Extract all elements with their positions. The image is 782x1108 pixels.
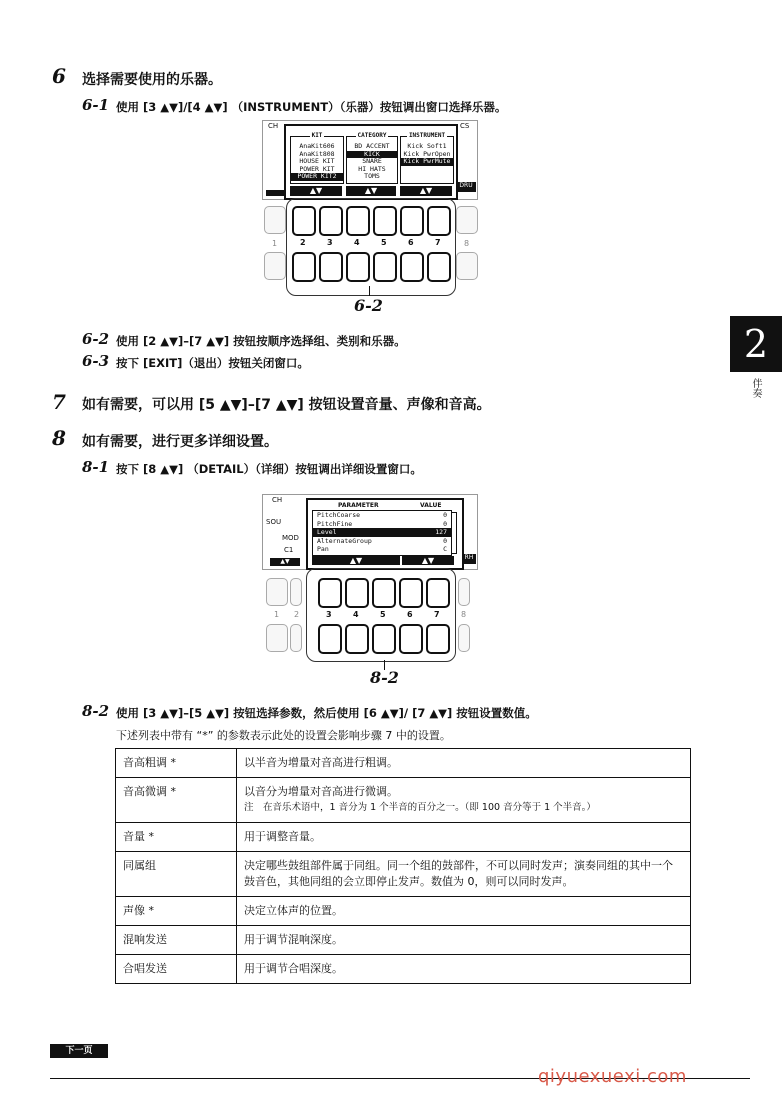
table-cell-param: 声像 * xyxy=(116,897,237,926)
button-6-up[interactable] xyxy=(400,206,424,236)
arrow-bar-param: ▲▼ xyxy=(312,556,400,565)
instrument-item[interactable]: Kick PwrOpen xyxy=(403,149,451,158)
button-8-number: 8 xyxy=(464,239,470,248)
table-cell-desc: 用于调节合唱深度。 xyxy=(237,955,691,984)
table-cell-desc: 以音分为增量对音高进行微调。 xyxy=(244,785,398,798)
button-number: 2 xyxy=(300,238,306,247)
step-6-text: 选择需要使用的乐器。 xyxy=(82,72,222,88)
button-3-up[interactable] xyxy=(318,578,342,608)
table-row xyxy=(116,823,691,852)
button-number: 5 xyxy=(381,238,387,247)
table-row xyxy=(116,926,691,955)
table-row xyxy=(116,778,691,823)
screen-cs-label: CS xyxy=(460,122,470,130)
category-column xyxy=(346,132,398,184)
step-8-number: 8 xyxy=(52,426,66,450)
param-row[interactable]: Pan C xyxy=(317,545,447,553)
table-cell-param: 音高粗调 * xyxy=(116,749,237,778)
arrow-bar-instrument: ▲▼ xyxy=(400,186,452,196)
step-7-number: 7 xyxy=(52,390,66,414)
button-number: 7 xyxy=(435,238,441,247)
button-1-up-ghost xyxy=(266,578,288,606)
button-8-down-ghost xyxy=(458,624,470,652)
screen-dru-label: DRU xyxy=(456,182,476,192)
param-list xyxy=(312,510,452,556)
scrollbar[interactable] xyxy=(451,512,457,554)
screen-left-bar xyxy=(266,190,286,196)
button-4-up[interactable] xyxy=(346,206,370,236)
arrow-bar-value: ▲▼ xyxy=(402,556,454,565)
button-3-down[interactable] xyxy=(318,624,342,654)
category-item[interactable]: HI HATS xyxy=(358,164,386,173)
button-7-down[interactable] xyxy=(426,624,450,654)
param-row[interactable]: PitchCoarse 0 xyxy=(317,511,447,519)
button-5-down[interactable] xyxy=(373,252,397,282)
category-item[interactable]: BD ACCENT xyxy=(354,142,390,150)
button-number: 7 xyxy=(434,610,440,619)
category-header: CATEGORY xyxy=(357,132,387,139)
param-row[interactable]: PitchFine 0 xyxy=(317,519,447,528)
table-cell-desc: 决定立体声的位置。 xyxy=(237,897,691,926)
kit-item[interactable]: HOUSE KIT xyxy=(299,157,335,165)
screen-sou-label: SOU xyxy=(266,518,282,526)
step-6-2-text: 使用 [2 ▲▼]–[7 ▲▼] 按钮按顺序选择组、类别和乐器。 xyxy=(116,334,406,348)
chapter-tab: 2 xyxy=(730,316,782,372)
kit-header: KIT xyxy=(311,132,323,139)
button-2-down[interactable] xyxy=(292,252,316,282)
list-note: 下述列表中带有 “*” 的参数表示此处的设置会影响步骤 7 中的设置。 xyxy=(116,729,451,742)
category-item[interactable]: SNARE xyxy=(362,157,382,165)
chapter-label: 伴奏 xyxy=(750,378,761,398)
figure-2-label: 8-2 xyxy=(370,668,399,687)
kit-column xyxy=(290,132,344,184)
table-cell-param: 音高微调 * xyxy=(116,778,237,823)
button-8-down-ghost xyxy=(456,252,478,280)
table-cell-param: 音量 * xyxy=(116,823,237,852)
table-row xyxy=(116,897,691,926)
table-row xyxy=(116,749,691,778)
instrument-header: INSTRUMENT xyxy=(408,132,446,139)
button-6-down[interactable] xyxy=(400,252,424,282)
instrument-column xyxy=(400,132,454,184)
step-8-text: 如有需要，进行更多详细设置。 xyxy=(82,434,278,450)
step-6-2-number: 6-2 xyxy=(82,330,110,348)
instrument-item[interactable]: Kick Soft1 xyxy=(407,142,447,150)
button-4-down[interactable] xyxy=(346,252,370,282)
button-3-down[interactable] xyxy=(319,252,343,282)
kit-item[interactable]: AnaKit606 xyxy=(299,142,335,150)
step-8-2-number: 8-2 xyxy=(82,702,110,720)
arrow-bar-kit: ▲▼ xyxy=(290,186,342,196)
table-cell-param: 合唱发送 xyxy=(116,955,237,984)
table-cell-desc: 以半音为增量对音高进行粗调。 xyxy=(237,749,691,778)
step-7-text: 如有需要，可以用 [5 ▲▼]–[7 ▲▼] 按钮设置音量、声像和音高。 xyxy=(82,397,491,413)
table-row xyxy=(116,955,691,984)
step-6-1-number: 6-1 xyxy=(82,96,110,114)
button-number: 4 xyxy=(354,238,360,247)
instrument-popup xyxy=(284,124,458,200)
kit-item[interactable]: AnaKit808 xyxy=(299,149,335,158)
button-1-number: 1 xyxy=(274,610,280,619)
button-number: 3 xyxy=(327,238,333,247)
button-1-down-ghost xyxy=(266,624,288,652)
next-page-label: 下一页 xyxy=(50,1044,108,1058)
step-6-1-text: 使用 [3 ▲▼]/[4 ▲▼] （INSTRUMENT）（乐器）按钮调出窗口选择乐器。 xyxy=(116,100,507,114)
button-8-up-ghost xyxy=(456,206,478,234)
kit-item-selected[interactable]: POWER KIT2 xyxy=(291,173,343,181)
parameter-table xyxy=(115,748,691,984)
figure-1-label: 6-2 xyxy=(354,296,383,315)
button-1-down-ghost xyxy=(264,252,286,280)
value-header: VALUE xyxy=(420,502,442,509)
table-row xyxy=(116,852,691,897)
screen-ch1-label: C1 xyxy=(284,546,294,554)
button-6-up[interactable] xyxy=(399,578,423,608)
screen-mode-label: MOD xyxy=(282,534,299,542)
button-2-number: 2 xyxy=(294,610,300,619)
param-row-selected[interactable]: Level 127 xyxy=(313,528,451,537)
step-6-number: 6 xyxy=(52,64,66,88)
button-1-up-ghost xyxy=(264,206,286,234)
button-number: 5 xyxy=(380,610,386,619)
param-header: PARAMETER xyxy=(338,502,379,509)
button-7-down[interactable] xyxy=(427,252,451,282)
detail-popup xyxy=(306,498,464,570)
button-2-down-ghost xyxy=(290,624,302,652)
table-cell-desc: 用于调整音量。 xyxy=(237,823,691,852)
button-4-up[interactable] xyxy=(345,578,369,608)
screen-left-arrow: ▲▼ xyxy=(270,558,300,566)
button-4-down[interactable] xyxy=(345,624,369,654)
category-item-selected[interactable]: KICK xyxy=(347,151,397,159)
instrument-item-selected[interactable]: Kick PwrMute xyxy=(401,158,453,166)
step-6-3-number: 6-3 xyxy=(82,352,110,370)
button-5-up[interactable] xyxy=(373,206,397,236)
category-item[interactable]: TOMS xyxy=(364,172,380,180)
button-8-up-ghost xyxy=(458,578,470,606)
button-7-up[interactable] xyxy=(426,578,450,608)
step-8-1-number: 8-1 xyxy=(82,458,110,476)
button-number: 6 xyxy=(407,610,413,619)
button-5-down[interactable] xyxy=(372,624,396,654)
button-number: 4 xyxy=(353,610,359,619)
button-1-number: 1 xyxy=(272,239,278,248)
button-2-up-ghost xyxy=(290,578,302,606)
button-3-up[interactable] xyxy=(319,206,343,236)
step-8-1-text: 按下 [8 ▲▼] （DETAIL）（详细）按钮调出详细设置窗口。 xyxy=(116,462,422,476)
screen-ch-label: CH xyxy=(272,496,283,504)
button-8-number: 8 xyxy=(461,610,467,619)
table-cell-desc: 用于调节混响深度。 xyxy=(237,926,691,955)
figure-detail-window xyxy=(262,494,478,690)
param-row[interactable]: AlternateGroup 0 xyxy=(317,536,447,545)
button-number: 3 xyxy=(326,610,332,619)
button-7-up[interactable] xyxy=(427,206,451,236)
screen-rh-label: RH xyxy=(462,554,476,564)
button-2-up[interactable] xyxy=(292,206,316,236)
site-watermark: qiyuexuexi.com xyxy=(538,1066,687,1087)
kit-item[interactable]: POWER KIT xyxy=(299,164,335,173)
button-6-down[interactable] xyxy=(399,624,423,654)
screen-ch-label: CH xyxy=(268,122,279,130)
table-cell-param: 同属组 xyxy=(116,852,237,897)
table-cell-param: 混响发送 xyxy=(116,926,237,955)
table-cell-desc: 决定哪些鼓组部件属于同组。同一个组的鼓部件，不可以同时发声；演奏同组的其中一个鼓音色，其他同组的会立即停止发声。数值为 0，则可以同时发声。 xyxy=(237,852,691,897)
button-number: 6 xyxy=(408,238,414,247)
step-6-3-text: 按下 [EXIT]（退出）按钮关闭窗口。 xyxy=(116,356,309,370)
button-5-up[interactable] xyxy=(372,578,396,608)
leader-line xyxy=(369,286,370,296)
table-cell-desc-with-note xyxy=(237,778,691,823)
table-cell-note: 注 在音乐术语中，1 音分为 1 个半音的百分之一。（即 100 音分等于 1 个半音。） xyxy=(244,802,596,813)
step-8-2-text: 使用 [3 ▲▼]–[5 ▲▼] 按钮选择参数，然后使用 [6 ▲▼]/ [7 ▲▼] 按钮设置数值。 xyxy=(116,706,537,720)
figure-instrument-window xyxy=(262,120,478,320)
arrow-bar-category: ▲▼ xyxy=(346,186,396,196)
